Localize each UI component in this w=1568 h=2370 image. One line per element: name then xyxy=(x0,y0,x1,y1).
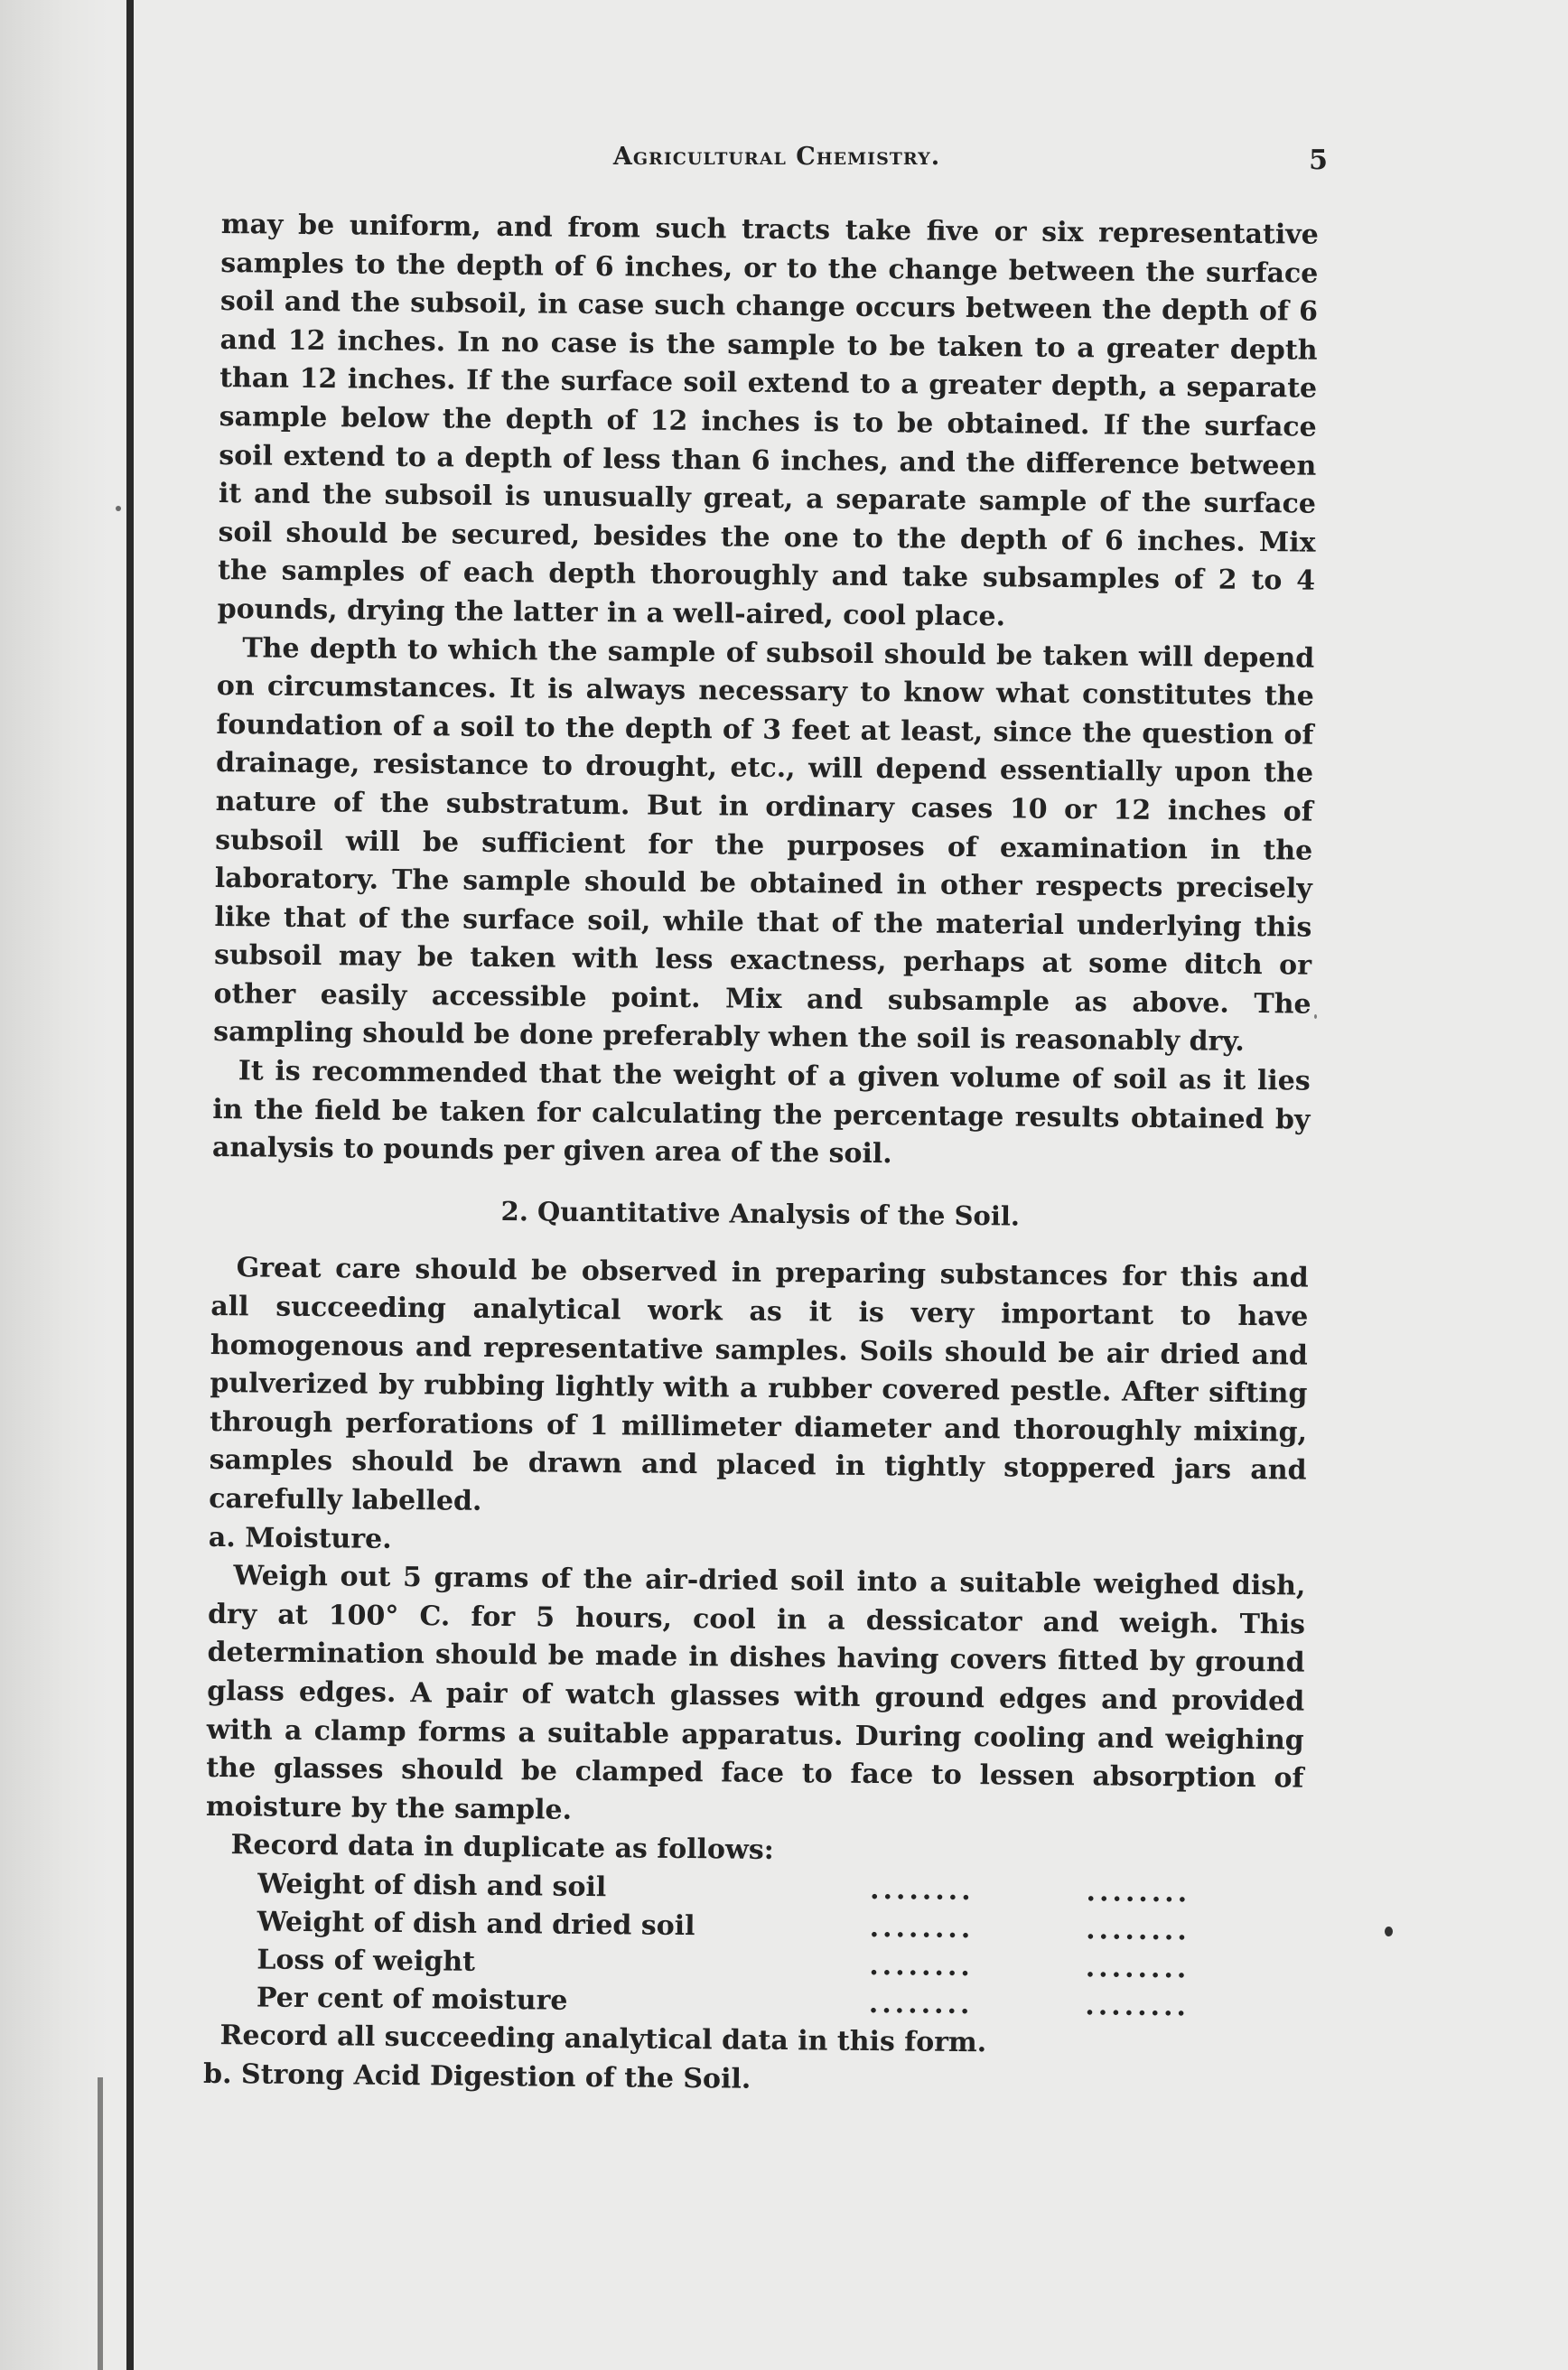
duplicate-2-blank: ........ xyxy=(1086,1914,1190,1947)
duplicate-2-blank: ........ xyxy=(1086,1876,1191,1909)
row-label: Loss of weight xyxy=(257,1944,476,1978)
paragraph-weight-volume: It is recommended that the weight of a given volume of soil as it lies in the field be taken for calculating the percentage results obtained by analysis to pounds per given area of the soil. xyxy=(211,1055,1311,1171)
paragraph-record-data: Record data in duplicate as follows: xyxy=(230,1829,774,1867)
paragraph-sampling-depth: may be uniform, and from such tracts take five or six representative samples to the depth of 6 inches, or to the change between the surface soil and the subsoil, in case such change occurs between the depth of 6 and 12 inches. In no case is the sample to be taken to a greater depth than 12 inches. If the surface soil extend to a greater depth, a separate sample below the depth of 12 inches is to be obtained. If the surface soil extend to a depth of less than 6 inches, and the difference between it and the subsoil is unusually great, a separate sample of the surface soil should be secured, besides the one to the depth of 6 inches. Mix the samples of each depth thoroughly and take subsamples of 2 to 4 pounds, drying the latter in a well-aired, cool place. xyxy=(217,208,1319,633)
subsection-heading-acid-digestion: b. Strong Acid Digestion of the Soil. xyxy=(202,2057,751,2095)
row-label: Weight of dish and soil xyxy=(257,1868,607,1904)
page-number: 5 xyxy=(1309,145,1328,176)
running-head: Agricultural Chemistry. xyxy=(612,143,941,171)
paragraph-record-all: Record all succeeding analytical data in this form. xyxy=(219,2020,987,2059)
duplicate-1-blank: ........ xyxy=(869,1911,975,1945)
record-table xyxy=(204,1865,1303,2028)
binding-shadow xyxy=(0,0,108,2370)
ink-speck xyxy=(1314,1014,1317,1019)
ink-speck xyxy=(1385,1927,1393,1936)
binding-edge-line xyxy=(126,0,134,2370)
section-title: 2. Quantitative Analysis of the Soil. xyxy=(500,1195,1021,1232)
duplicate-1-blank: ........ xyxy=(869,1949,975,1983)
binding-edge-line-lower xyxy=(98,2077,103,2370)
duplicate-2-blank: ........ xyxy=(1085,1990,1190,2023)
duplicate-2-blank: ........ xyxy=(1085,1952,1190,1985)
paragraph-moisture-method: Weigh out 5 grams of the air-dried soil into a suitable weighed dish, dry at 100° C. for 5 hours, cool in a dessicator and weigh. This determination should be made in dishes having covers fitted by ground glass edges. A pair of watch glasses with ground edges and provided with a clamp forms a suitable apparatus. During cooling and weighing the glasses should be clamped face to face to lessen absorption of moisture by the sample. xyxy=(205,1560,1306,1826)
duplicate-1-blank: ........ xyxy=(868,1987,974,2021)
page-header xyxy=(226,143,1328,188)
paragraph-sample-preparation: Great care should be observed in preparing substances for this and all succeeding analytical work as it is very important to have homogenous and representative samples. Soils should be air dried and pulverized by rubbing lightly with a rubber covered pestle. After sifting through perforations of 1 millimeter diameter and thoroughly mixing, samples should be drawn and placed in tightly stoppered jars and carefully labelled. xyxy=(209,1252,1309,1517)
duplicate-1-blank: ........ xyxy=(869,1873,975,1908)
row-label: Weight of dish and dried soil xyxy=(257,1906,695,1943)
row-label: Per cent of moisture xyxy=(256,1982,568,2017)
subsection-heading-moisture: a. Moisture. xyxy=(208,1521,392,1555)
paragraph-subsoil-depth: The depth to which the sample of subsoil should be taken will depend on circumstances. It is always necessary to know what constitutes the foundation of a soil to the depth of 3 feet at least, since the question of drainage, resistance to drought, etc., will depend essentially upon the nature of the substratum. But in ordinary cases 10 or 12 inches of subsoil will be sufficient for the purposes of examination in the laboratory. The sample should be obtained in other respects precisely like that of the surface soil, while that of the material underlying this subsoil may be taken with less exactness, perhaps at some ditch or other easily accessible point. Mix and subsample as above. The sampling should be done preferably when the soil is reasonably dry. xyxy=(213,631,1315,1059)
body-text xyxy=(203,206,1319,2104)
ink-speck xyxy=(116,506,121,511)
